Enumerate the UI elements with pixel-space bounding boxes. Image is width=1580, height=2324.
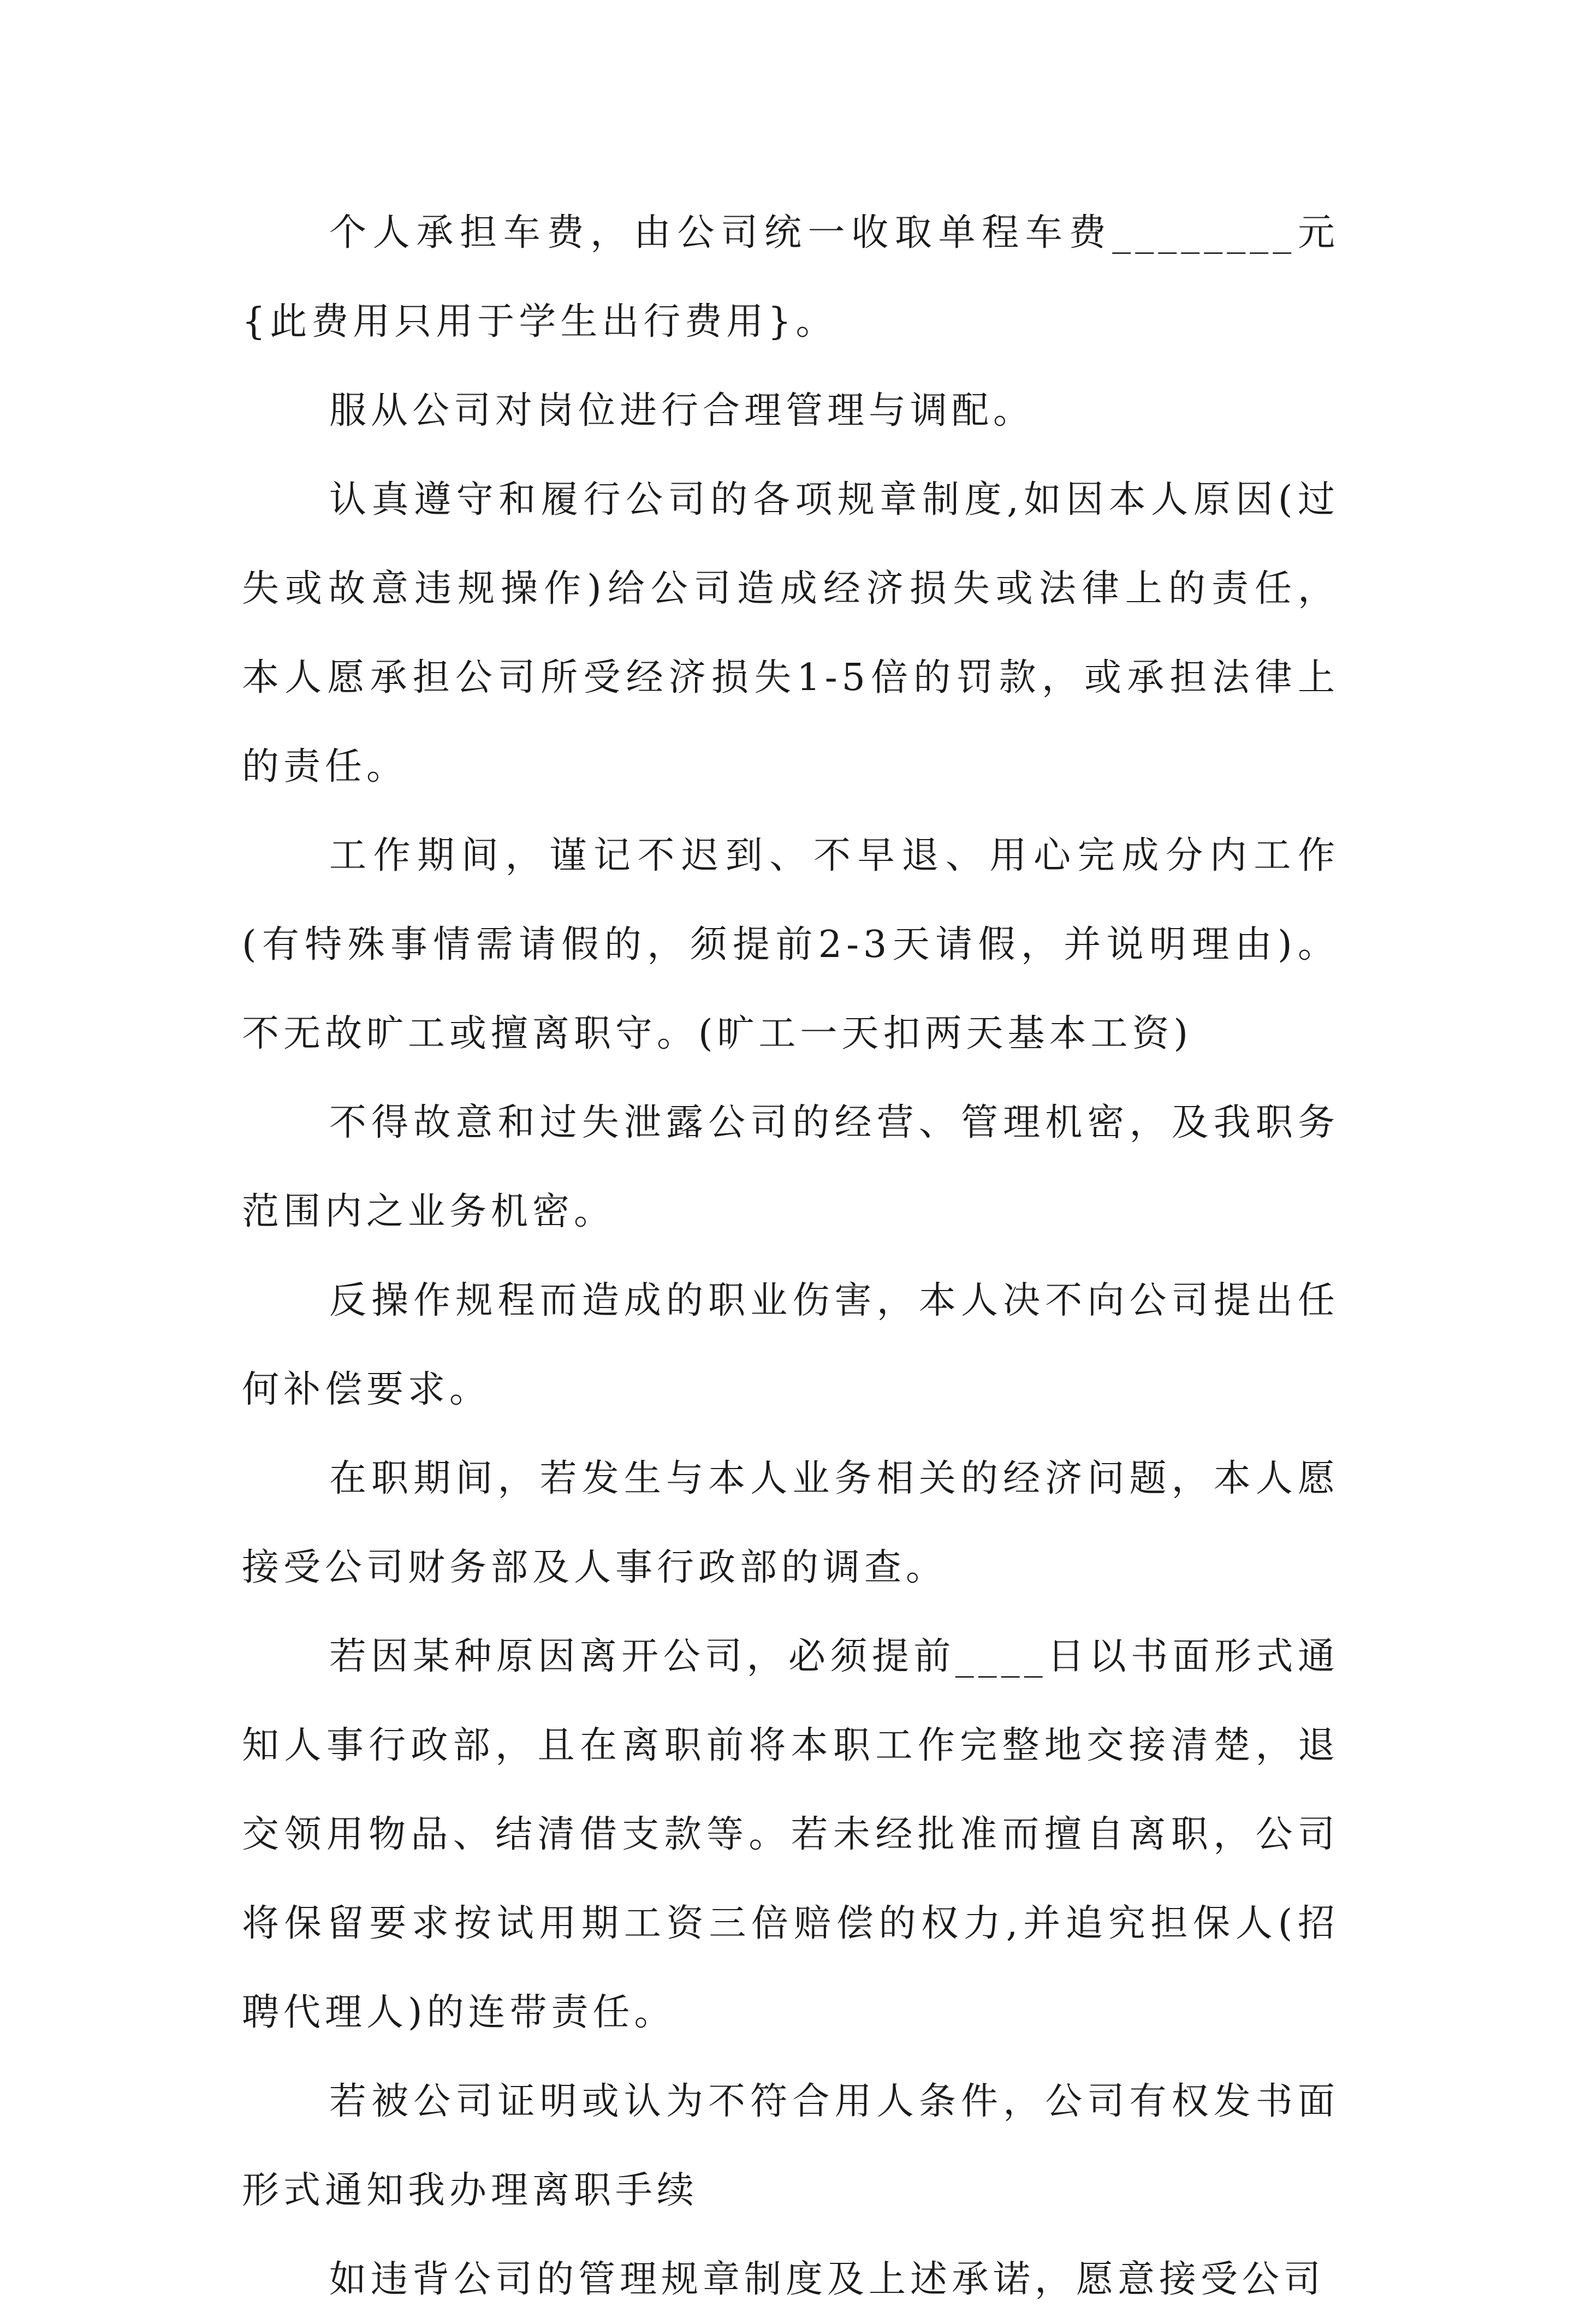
paragraph-injury: 反操作规程而造成的职业伤害，本人决不向公司提出任何补偿要求。 [242, 1279, 1339, 1411]
document-body [242, 188, 1339, 2324]
paragraph-rules-compliance: 认真遵守和履行公司的各项规章制度,如因本人原因(过失或故意违规操作)给公司造成经济损失或法律上的责任，本人愿承担公司所受经济损失1-5倍的罚款，或承担法律上的责任。 [242, 478, 1339, 788]
paragraph-attendance: 工作期间，谨记不迟到、不早退、用心完成分内工作(有特殊事情需请假的，须提前2-3天请假，并说明理由)。不无故旷工或擅离职守。(旷工一天扣两天基本工资) [242, 834, 1339, 1055]
paragraph-investigation: 在职期间，若发生与本人业务相关的经济问题，本人愿接受公司财务部及人事行政部的调查。 [242, 1457, 1339, 1589]
paragraph-confidentiality: 不得故意和过失泄露公司的经营、管理机密，及我职务范围内之业务机密。 [242, 1101, 1339, 1233]
paragraph-resignation: 若因某种原因离开公司，必须提前____日以书面形式通知人事行政部，且在离职前将本职工作完整地交接清楚，退交领用物品、结清借支款等。若未经批准而擅自离职，公司将保留要求按试用期工资三倍赔偿的权力,并追究担保人(招聘代理人)的连带责任。 [242, 1635, 1339, 2034]
paragraph-fare: 个人承担车费，由公司统一收取单程车费________元{此费用只用于学生出行费用}。 [242, 211, 1339, 343]
paragraph-dismissal: 若被公司证明或认为不符合用人条件，公司有权发书面形式通知我办理离职手续 [242, 2080, 1339, 2212]
paragraph-violation: 如违背公司的管理规章制度及上述承诺，愿意接受公司 [329, 2258, 1326, 2301]
paragraph-job-assignment: 服从公司对岗位进行合理管理与调配。 [329, 389, 1035, 432]
